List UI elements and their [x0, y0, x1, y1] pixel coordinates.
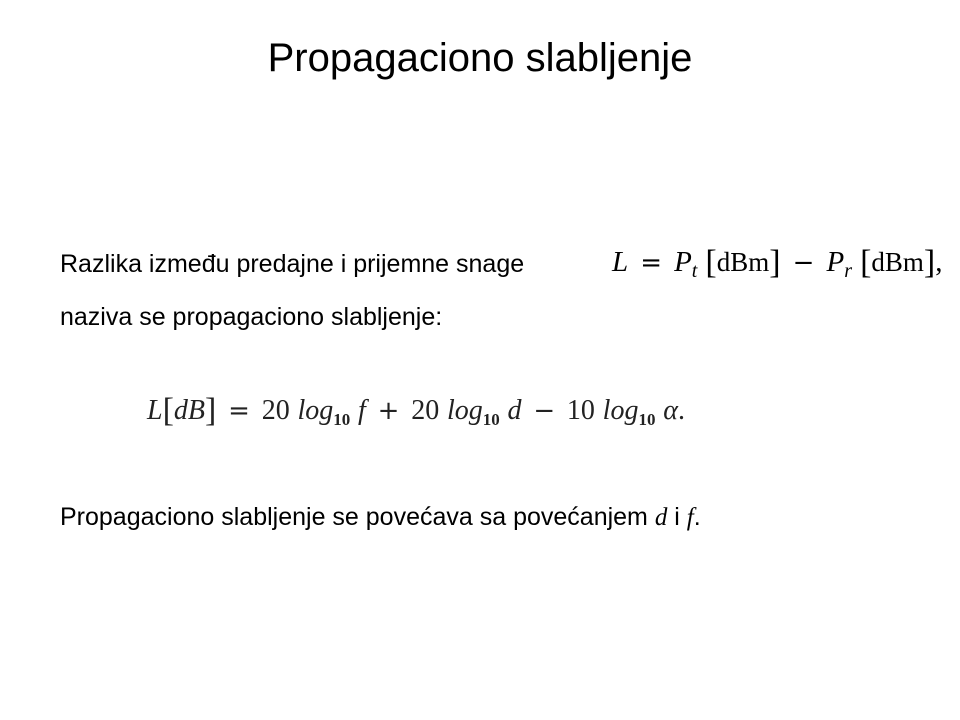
conclusion-period: .	[693, 503, 701, 531]
eq2-unit: dB	[173, 395, 206, 426]
eq1-bracket-close-2: ]	[923, 244, 936, 281]
eq2-plus: +	[377, 396, 400, 426]
conclusion-main: Propagaciono slabljenje se povećava sa povećanjem	[60, 503, 648, 531]
intro-text-line2: naziva se propagaciono slabljenje:	[60, 303, 443, 331]
eq2-log-3: log	[602, 395, 639, 426]
propagation-loss-formula	[147, 392, 685, 430]
conclusion-text	[60, 503, 701, 532]
eq1-p-receive: P	[826, 246, 845, 278]
intro-text-line1: Razlika između predajne i prijemne snage	[60, 250, 525, 278]
eq2-bracket-open: [	[162, 392, 174, 429]
eq2-base-3: 10	[638, 410, 656, 429]
eq1-lhs: L	[612, 246, 629, 278]
eq2-coef-3: 10	[566, 395, 595, 426]
eq2-base-1: 10	[333, 410, 351, 429]
eq1-p-transmit: P	[674, 246, 692, 278]
conclusion-conj: i	[667, 503, 687, 531]
conclusion-var-d: d	[654, 504, 668, 531]
eq2-base-2: 10	[482, 410, 500, 429]
eq1-bracket-open-1: [	[705, 244, 717, 281]
eq2-equals: =	[228, 396, 250, 426]
conclusion-var-f: f	[686, 504, 694, 531]
eq2-bracket-close: ]	[205, 392, 217, 429]
eq1-sub-t: t	[691, 260, 698, 282]
eq2-minus: −	[533, 396, 556, 426]
eq2-var-d: d	[507, 395, 522, 426]
eq2-end-period: .	[677, 395, 685, 426]
slide-title: Propagaciono slabljenje	[267, 36, 693, 80]
eq1-equals: =	[640, 248, 662, 278]
eq1-trailing-comma: ,	[935, 246, 943, 278]
eq2-var-alpha: α	[663, 395, 678, 426]
eq1-unit-1: dBm	[716, 247, 770, 277]
eq2-coef-1: 20	[261, 395, 290, 426]
eq1-sub-r: r	[844, 260, 853, 282]
eq2-var-f: f	[358, 395, 366, 426]
eq2-log-2: log	[446, 395, 483, 426]
eq1-bracket-close-1: ]	[769, 244, 781, 281]
eq1-bracket-open-2: [	[860, 244, 872, 281]
eq2-lhs: L	[147, 395, 163, 426]
eq2-log-1: log	[297, 395, 334, 426]
loss-definition-equation	[612, 244, 943, 283]
eq1-minus: −	[792, 248, 815, 278]
eq1-unit-2: dBm	[871, 247, 924, 277]
eq2-coef-2: 20	[411, 395, 440, 426]
